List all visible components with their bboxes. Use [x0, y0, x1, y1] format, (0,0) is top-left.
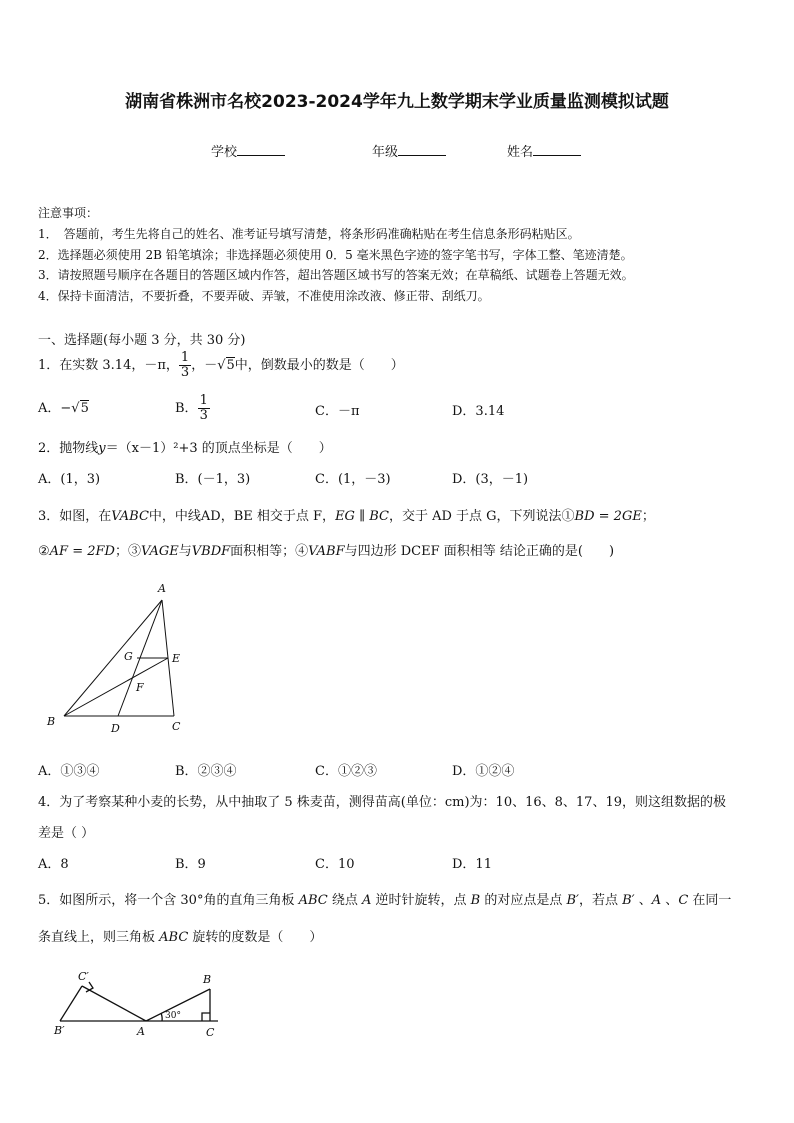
side-bp-cp	[60, 986, 82, 1021]
label-e: E	[172, 652, 181, 665]
label-g: G	[124, 650, 133, 663]
label-d: D	[111, 722, 120, 735]
question-1: 1．在实数 3.14，－π， $\frac{1}{3}$ ，－√5中，倒数最小的数是（ ）	[38, 350, 404, 380]
notes-item-4: 4．保持卡面清洁，不要折叠，不要弄破、弄皱，不准使用涂改液、修正带、刮纸刀。	[38, 289, 490, 303]
q3-triangle-figure	[38, 578, 198, 738]
section-heading: 一、选择题(每小题 3 分，共 30 分)	[38, 333, 246, 348]
label-b: B	[47, 715, 56, 728]
median-be	[64, 658, 168, 716]
q1-option-d[interactable]: D．3.14	[452, 404, 505, 419]
notes-item-3: 3．请按照题号顺序在各题目的答题区域内作答，超出答题区域书写的答案无效；在草稿纸、试题卷上答题无效。	[38, 268, 634, 282]
q2-option-d[interactable]: D．(3，－1)	[452, 472, 529, 487]
question-5-line-2: 条直线上，则三角板 ABC 旋转的度数是（ ）	[38, 930, 323, 945]
label-b: B	[203, 973, 212, 986]
label-a: A	[137, 1025, 145, 1038]
label-a: A	[158, 582, 166, 595]
question-4-line-1: 4．为了考察某种小麦的长势，从中抽取了 5 株麦苗，测得苗高(单位：cm)为：10、16、8、17、19，则这组数据的极	[38, 795, 726, 810]
school-label: 学校	[211, 145, 238, 160]
name-field[interactable]	[507, 141, 581, 160]
q1-option-c[interactable]: C．－π	[315, 404, 360, 419]
right-angle-cp	[86, 982, 93, 992]
label-cp: C′	[78, 970, 89, 983]
name-label: 姓名	[507, 145, 534, 160]
q2-option-b[interactable]: B．(－1，3)	[175, 472, 251, 487]
angle-label: 30°	[165, 1011, 181, 1021]
question-2: 2．抛物线y＝（x－1）²+3 的顶点坐标是（ ）	[38, 441, 332, 456]
label-bp: B′	[54, 1024, 65, 1037]
q4-option-b[interactable]: B．9	[175, 857, 206, 872]
sqrt-5: 5	[226, 358, 235, 373]
q4-option-a[interactable]: A．8	[38, 857, 69, 872]
q2-option-c[interactable]: C．(1，－3)	[315, 472, 391, 487]
notes-item-1: 1． 答题前，考生先将自己的姓名、准考证号填写清楚，将条形码准确粘贴在考生信息条形码粘贴区。	[38, 227, 580, 241]
name-blank[interactable]	[533, 143, 581, 156]
school-field[interactable]	[211, 141, 285, 160]
question-5-line-1: 5．如图所示，将一个含 30°角的直角三角板 ABC 绕点 A 逆时针旋转，点 B 的对应点是点 B′，若点 B′ 、A 、C 在同一	[38, 893, 732, 908]
q3-option-d[interactable]: D．①②④	[452, 764, 515, 779]
q1-option-a[interactable]: A．−√5	[38, 401, 89, 416]
page-title: 湖南省株洲市名校2023-2024学年九上数学期末学业质量监测模拟试题	[125, 92, 669, 112]
label-c: C	[206, 1026, 215, 1039]
grade-label: 年级	[372, 145, 399, 160]
q3-option-c[interactable]: C．①②③	[315, 764, 377, 779]
q5-rotation-figure	[38, 960, 238, 1050]
q2-option-a[interactable]: A．(1，3)	[38, 472, 101, 487]
angle-arc	[161, 1013, 162, 1021]
question-3-line-1: 3．如图，在VABC中，中线AD，BE 相交于点 F，EG ∥ BC，交于 AD 于点 G，下列说法①BD = 2GE；	[38, 509, 655, 524]
notes-item-2: 2．选择题必须使用 2B 铅笔填涂；非选择题必须使用 0．5 毫米黑色字迹的签字笔书写，字体工整、笔迹清楚。	[38, 248, 633, 262]
school-blank[interactable]	[237, 143, 285, 156]
question-3-line-2: ②AF = 2FD；③VAGE与VBDF面积相等；④VABF与四边形 DCEF 面积相等 结论正确的是( )	[38, 544, 615, 559]
notes-heading: 注意事项：	[38, 206, 99, 220]
label-f: F	[136, 681, 144, 694]
side-cp-a	[82, 986, 146, 1021]
grade-field[interactable]	[372, 141, 446, 160]
q3-option-b[interactable]: B．②③④	[175, 764, 237, 779]
q4-option-c[interactable]: C．10	[315, 857, 355, 872]
q4-option-d[interactable]: D．11	[452, 857, 492, 872]
label-c: C	[172, 720, 181, 733]
q1-option-b[interactable]: B． $\frac{1}{3}$	[175, 393, 208, 423]
grade-blank[interactable]	[398, 143, 446, 156]
fraction-one-third: $\frac{1}{3}$	[180, 350, 190, 380]
q3-option-a[interactable]: A．①③④	[38, 764, 100, 779]
question-4-line-2: 差是（ ）	[38, 826, 95, 841]
right-angle-c	[202, 1013, 210, 1021]
